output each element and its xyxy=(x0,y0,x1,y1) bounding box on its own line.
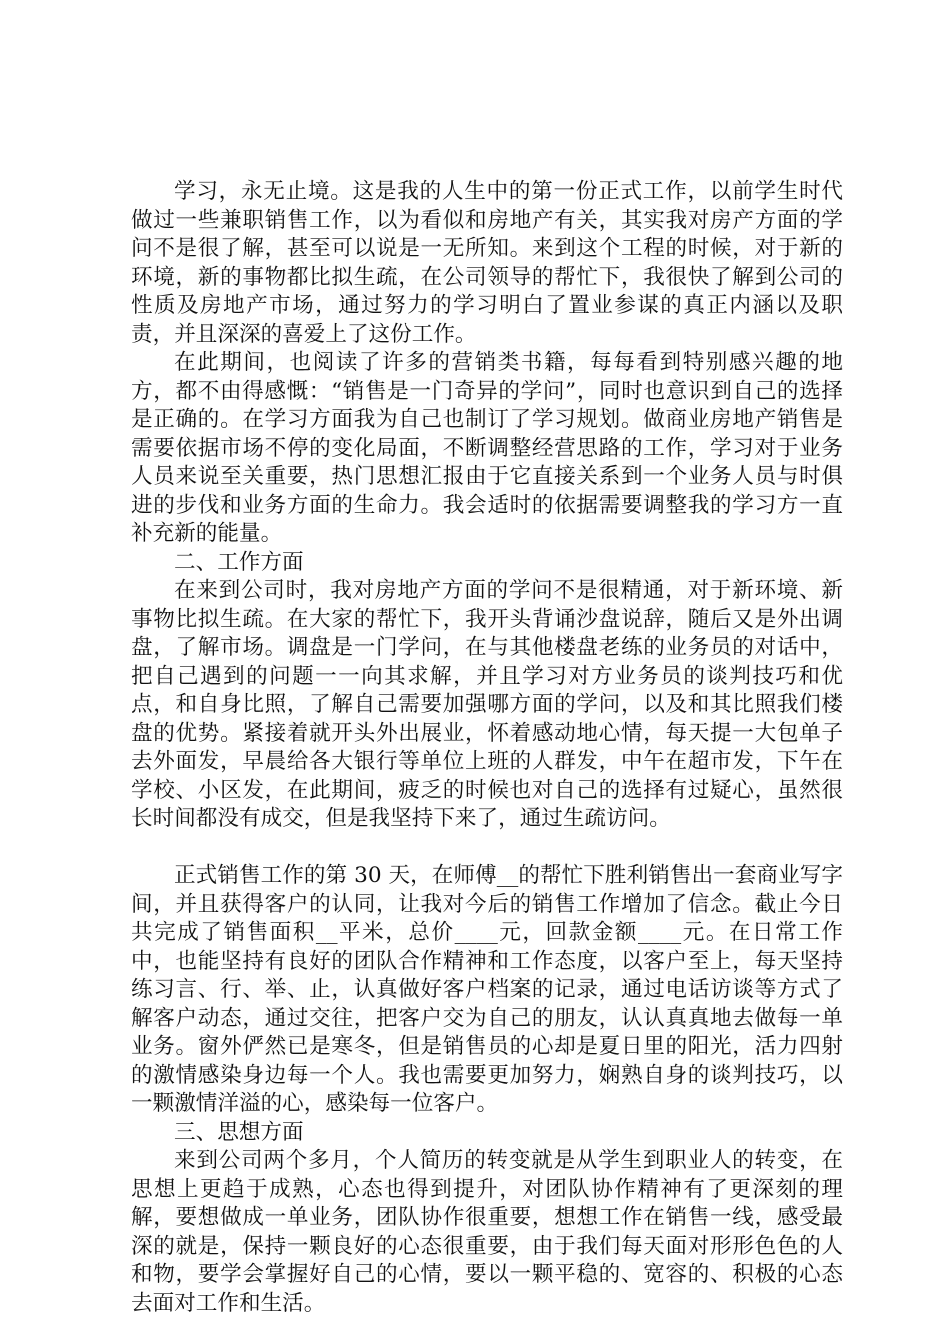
paragraph-reading: 在此期间，也阅读了许多的营销类书籍，每每看到特别感兴趣的地方，都不由得感慨：“销售是一门奇异的学问”，同时也意识到自己的选择是正确的。在学习方面我为自己也制订了学习规划。做商业房地产销售是需要依据市场不停的变化局面，不断调整经营思路的工作，学习对于业务人员来说至关重要，热门思想汇报由于它直接关系到一个业务人员与时俱进的步伐和业务方面的生命力。我会适时的依据需要调整我的学习方一直补充新的能量。 xyxy=(131,350,843,546)
document-body xyxy=(131,178,843,1318)
section-heading-thought: 三、思想方面 xyxy=(174,1119,304,1145)
paragraph-work: 在来到公司时，我对房地产方面的学问不是很精通，对于新环境、新事物比拟生疏。在大家的帮忙下，我开头背诵沙盘说辞，随后又是外出调盘，了解市场。调盘是一门学问，在与其他楼盘老练的业务员的对话中，把自己遇到的问题一一向其求解，并且学习对方业务员的谈判技巧和优点，和自身比照，了解自己需要加强哪方面的学问，以及和其比照我们楼盘的优势。紧接着就开头外出展业，怀着感动地心情，每天提一大包单子去外面发，早晨给各大银行等单位上班的人群发，中午在超市发，下午在学校、小区发，在此期间，疲乏的时候也对自己的选择有过疑心，虽然很长时间都没有成交，但是我坚持下来了，通过生疏访问。 xyxy=(131,578,843,831)
section-heading-work: 二、工作方面 xyxy=(174,549,304,575)
paragraph-learning: 学习，永无止境。这是我的人生中的第一份正式工作，以前学生时代做过一些兼职销售工作，以为看似和房地产有关，其实我对房产方面的学问不是很了解，甚至可以说是一无所知。来到这个工程的时候，对于新的环境，新的事物都比拟生疏，在公司领导的帮忙下，我很快了解到公司的性质及房地产市场，通过努力的学习明白了置业参谋的真正内涵以及职责，并且深深的喜爱上了这份工作。 xyxy=(131,179,843,347)
paragraph-thought: 来到公司两个多月，个人简历的转变就是从学生到职业人的转变，在思想上更趋于成熟，心态也得到提升，对团队协作精神有了更深刻的理解，要想做成一单业务，团队协作很重要，想想工作在销售一线，感受最深的就是，保持一颗良好的心态很重要，由于我们每天面对形形色色的人和物，要学会掌握好自己的心情，要以一颗平稳的、宽容的、积极的心态去面对工作和生活。 xyxy=(131,1148,843,1316)
paragraph-sales: 正式销售工作的第 30 天，在师傅__的帮忙下胜利销售出一套商业写字间，并且获得客户的认同，让我对今后的销售工作增加了信念。截止今日共完成了销售面积__平米，总价____元，回款金额____元。在日常工作中，也能坚持有良好的团队合作精神和工作态度，以客户至上，每天坚持练习言、行、举、止，认真做好客户档案的记录，通过电话访谈等方式了解客户动态，通过交往，把客户交为自己的朋友，认认真真地去做每一单业务。窗外俨然已是寒冬，但是销售员的心却是夏日里的阳光，活力四射的激情感染身边每一个人。我也需要更加努力，娴熟自身的谈判技巧，以一颗激情洋溢的心，感染每一位客户。 xyxy=(131,863,843,1116)
blank-line xyxy=(131,834,843,863)
